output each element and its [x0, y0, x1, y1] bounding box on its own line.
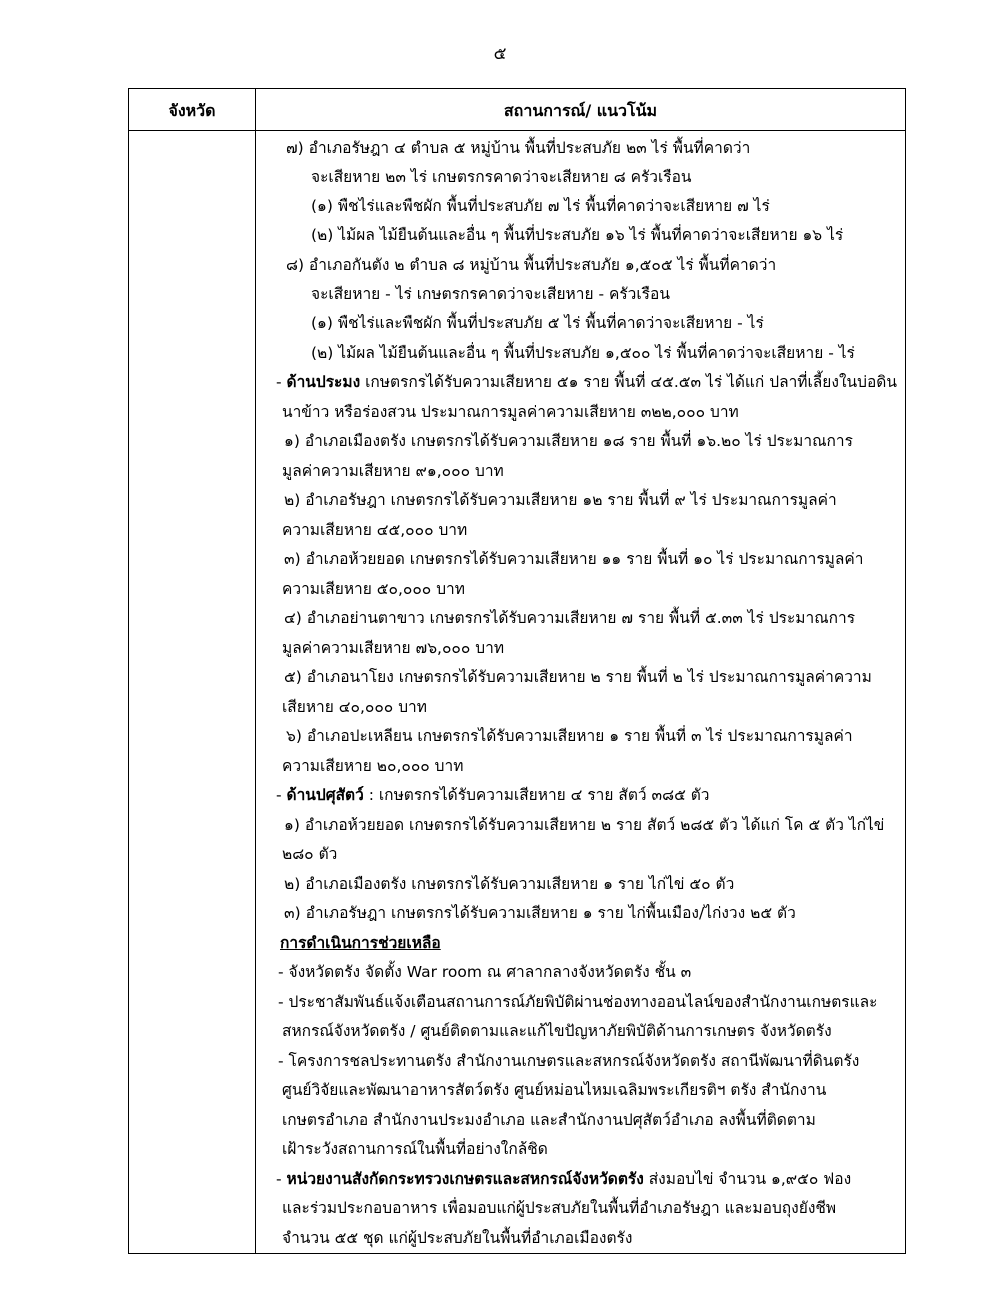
bullet-dash: - [276, 1170, 287, 1188]
text-line: ๓) อำเภอห้วยยอด เกษตรกรได้รับความเสียหาย ๑๑ ราย พื้นที่ ๑๐ ไร่ ประมาณการมูลค่า [284, 550, 864, 568]
text-line: ๓) อำเภอรัษฎา เกษตรกรได้รับความเสียหาย ๑ ราย ไก่พื้นเมือง/ไก่งวง ๒๕ ตัว [284, 904, 796, 922]
text-line: (๒) ไม้ผล ไม้ยืนต้นและอื่น ๆ พื้นที่ประสบภัย ๑,๕๐๐ ไร่ พื้นที่คาดว่าจะเสียหาย - ไร่ [311, 344, 855, 362]
text-line: เกษตรอำเภอ สำนักงานประมงอำเภอ และสำนักงานปศุสัตว์อำเภอ ลงพื้นที่ติดตาม [282, 1111, 816, 1129]
text-line: จะเสียหาย - ไร่ เกษตรกรคาดว่าจะเสียหาย - ครัวเรือน [311, 285, 670, 303]
text-run: ส่งมอบไข่ จำนวน ๑,๙๕๐ ฟอง [643, 1170, 852, 1188]
text-line: ๔) อำเภอย่านตาขาว เกษตรกรได้รับความเสียหาย ๗ ราย พื้นที่ ๕.๓๓ ไร่ ประมาณการ [284, 609, 856, 627]
text-line: - โครงการชลประทานตรัง สำนักงานเกษตรและสหกรณ์จังหวัดตรัง สถานีพัฒนาที่ดินตรัง [278, 1052, 860, 1070]
text-line: ความเสียหาย ๕๐,๐๐๐ บาท [282, 580, 465, 598]
text-line: - ประชาสัมพันธ์แจ้งเตือนสถานการณ์ภัยพิบัติผ่านช่องทางออนไลน์ของสำนักงานเกษตรและ [278, 993, 878, 1011]
bullet-dash: - [276, 786, 287, 804]
text-line: (๑) พืชไร่และพืชผัก พื้นที่ประสบภัย ๕ ไร่ พื้นที่คาดว่าจะเสียหาย - ไร่ [311, 314, 764, 332]
ministry-heading: หน่วยงานสังกัดกระทรวงเกษตรและสหกรณ์จังหวัดตรัง [286, 1170, 644, 1188]
text-line: ๗) อำเภอรัษฎา ๔ ตำบล ๕ หมู่บ้าน พื้นที่ประสบภัย ๒๓ ไร่ พื้นที่คาดว่า [286, 139, 751, 157]
text-line: และร่วมประกอบอาหาร เพื่อมอบแก่ผู้ประสบภัยในพื้นที่อำเภอรัษฎา และมอบถุงยังชีพ [282, 1199, 837, 1217]
text-run: เกษตรกรได้รับความเสียหาย ๕๑ ราย พื้นที่ ๔๕.๕๓ ไร่ ได้แก่ ปลาที่เลี้ยงในบ่อดิน [360, 373, 897, 391]
fisheries-line [276, 372, 897, 392]
text-line: (๒) ไม้ผล ไม้ยืนต้นและอื่น ๆ พื้นที่ประสบภัย ๑๖ ไร่ พื้นที่คาดว่าจะเสียหาย ๑๖ ไร่ [311, 226, 844, 244]
header-situation: สถานการณ์/ แนวโน้ม [503, 101, 658, 120]
text-line: ศูนย์วิจัยและพัฒนาอาหารสัตว์ตรัง ศูนย์หม่อนไหมเฉลิมพระเกียรติฯ ตรัง สำนักงาน [282, 1081, 827, 1099]
text-line: ๑) อำเภอเมืองตรัง เกษตรกรได้รับความเสียหาย ๑๘ ราย พื้นที่ ๑๖.๒๐ ไร่ ประมาณการ [284, 432, 853, 450]
text-line: ความเสียหาย ๒๐,๐๐๐ บาท [282, 757, 464, 775]
text-line: ๒๘๐ ตัว [282, 845, 338, 863]
column-divider [255, 89, 256, 1253]
page-number: ๕ [493, 44, 507, 64]
text-line: จำนวน ๕๕ ชุด แก่ผู้ประสบภัยในพื้นที่อำเภอเมืองตรัง [282, 1229, 633, 1247]
fisheries-heading: ด้านประมง [286, 373, 361, 391]
text-line: มูลค่าความเสียหาย ๗๖,๐๐๐ บาท [282, 639, 505, 657]
bullet-dash: - [276, 373, 287, 391]
text-line: เสียหาย ๔๐,๐๐๐ บาท [282, 698, 427, 716]
text-line: ๘) อำเภอกันตัง ๒ ตำบล ๘ หมู่บ้าน พื้นที่ประสบภัย ๑,๕๐๕ ไร่ พื้นที่คาดว่า [286, 256, 777, 274]
livestock-heading: ด้านปศุสัตว์ [286, 786, 364, 804]
text-line: ๖) อำเภอปะเหลียน เกษตรกรได้รับความเสียหาย ๑ ราย พื้นที่ ๓ ไร่ ประมาณการมูลค่า [286, 727, 853, 745]
text-line: มูลค่าความเสียหาย ๙๑,๐๐๐ บาท [282, 462, 504, 480]
header-divider [129, 130, 905, 131]
header-province: จังหวัด [168, 101, 216, 120]
text-line: ๕) อำเภอนาโยง เกษตรกรได้รับความเสียหาย ๒ ราย พื้นที่ ๒ ไร่ ประมาณการมูลค่าความ [284, 668, 872, 686]
text-line: ๒) อำเภอเมืองตรัง เกษตรกรได้รับความเสียหาย ๑ ราย ไก่ไข่ ๕๐ ตัว [284, 875, 735, 893]
text-line: สหกรณ์จังหวัดตรัง / ศูนย์ติดตามและแก้ไขปัญหาภัยพิบัติด้านการเกษตร จังหวัดตรัง [282, 1022, 832, 1040]
ministry-line [276, 1169, 851, 1189]
text-line: (๑) พืชไร่และพืชผัก พื้นที่ประสบภัย ๗ ไร่ พื้นที่คาดว่าจะเสียหาย ๗ ไร่ [311, 197, 770, 215]
text-line: เฝ้าระวังสถานการณ์ในพื้นที่อย่างใกล้ชิด [282, 1140, 548, 1158]
text-run: : เกษตรกรได้รับความเสียหาย ๔ ราย สัตว์ ๓๘๕ ตัว [363, 786, 710, 804]
assistance-heading [280, 933, 441, 953]
livestock-line [276, 785, 710, 805]
text-line: ๒) อำเภอรัษฎา เกษตรกรได้รับความเสียหาย ๑๒ ราย พื้นที่ ๙ ไร่ ประมาณการมูลค่า [284, 491, 837, 509]
text-line: ความเสียหาย ๔๕,๐๐๐ บาท [282, 521, 468, 539]
text-line: ๑) อำเภอห้วยยอด เกษตรกรได้รับความเสียหาย ๒ ราย สัตว์ ๒๘๕ ตัว ได้แก่ โค ๕ ตัว ไก่ไข่ [284, 816, 885, 834]
assistance-heading-text: การดำเนินการช่วยเหลือ [280, 934, 441, 952]
text-line: นาข้าว หรือร่องสวน ประมาณการมูลค่าความเสียหาย ๓๒๒,๐๐๐ บาท [282, 403, 739, 421]
text-line: จะเสียหาย ๒๓ ไร่ เกษตรกรคาดว่าจะเสียหาย ๘ ครัวเรือน [311, 168, 692, 186]
text-line: - จังหวัดตรัง จัดตั้ง War room ณ ศาลากลางจังหวัดตรัง ชั้น ๓ [278, 963, 692, 981]
